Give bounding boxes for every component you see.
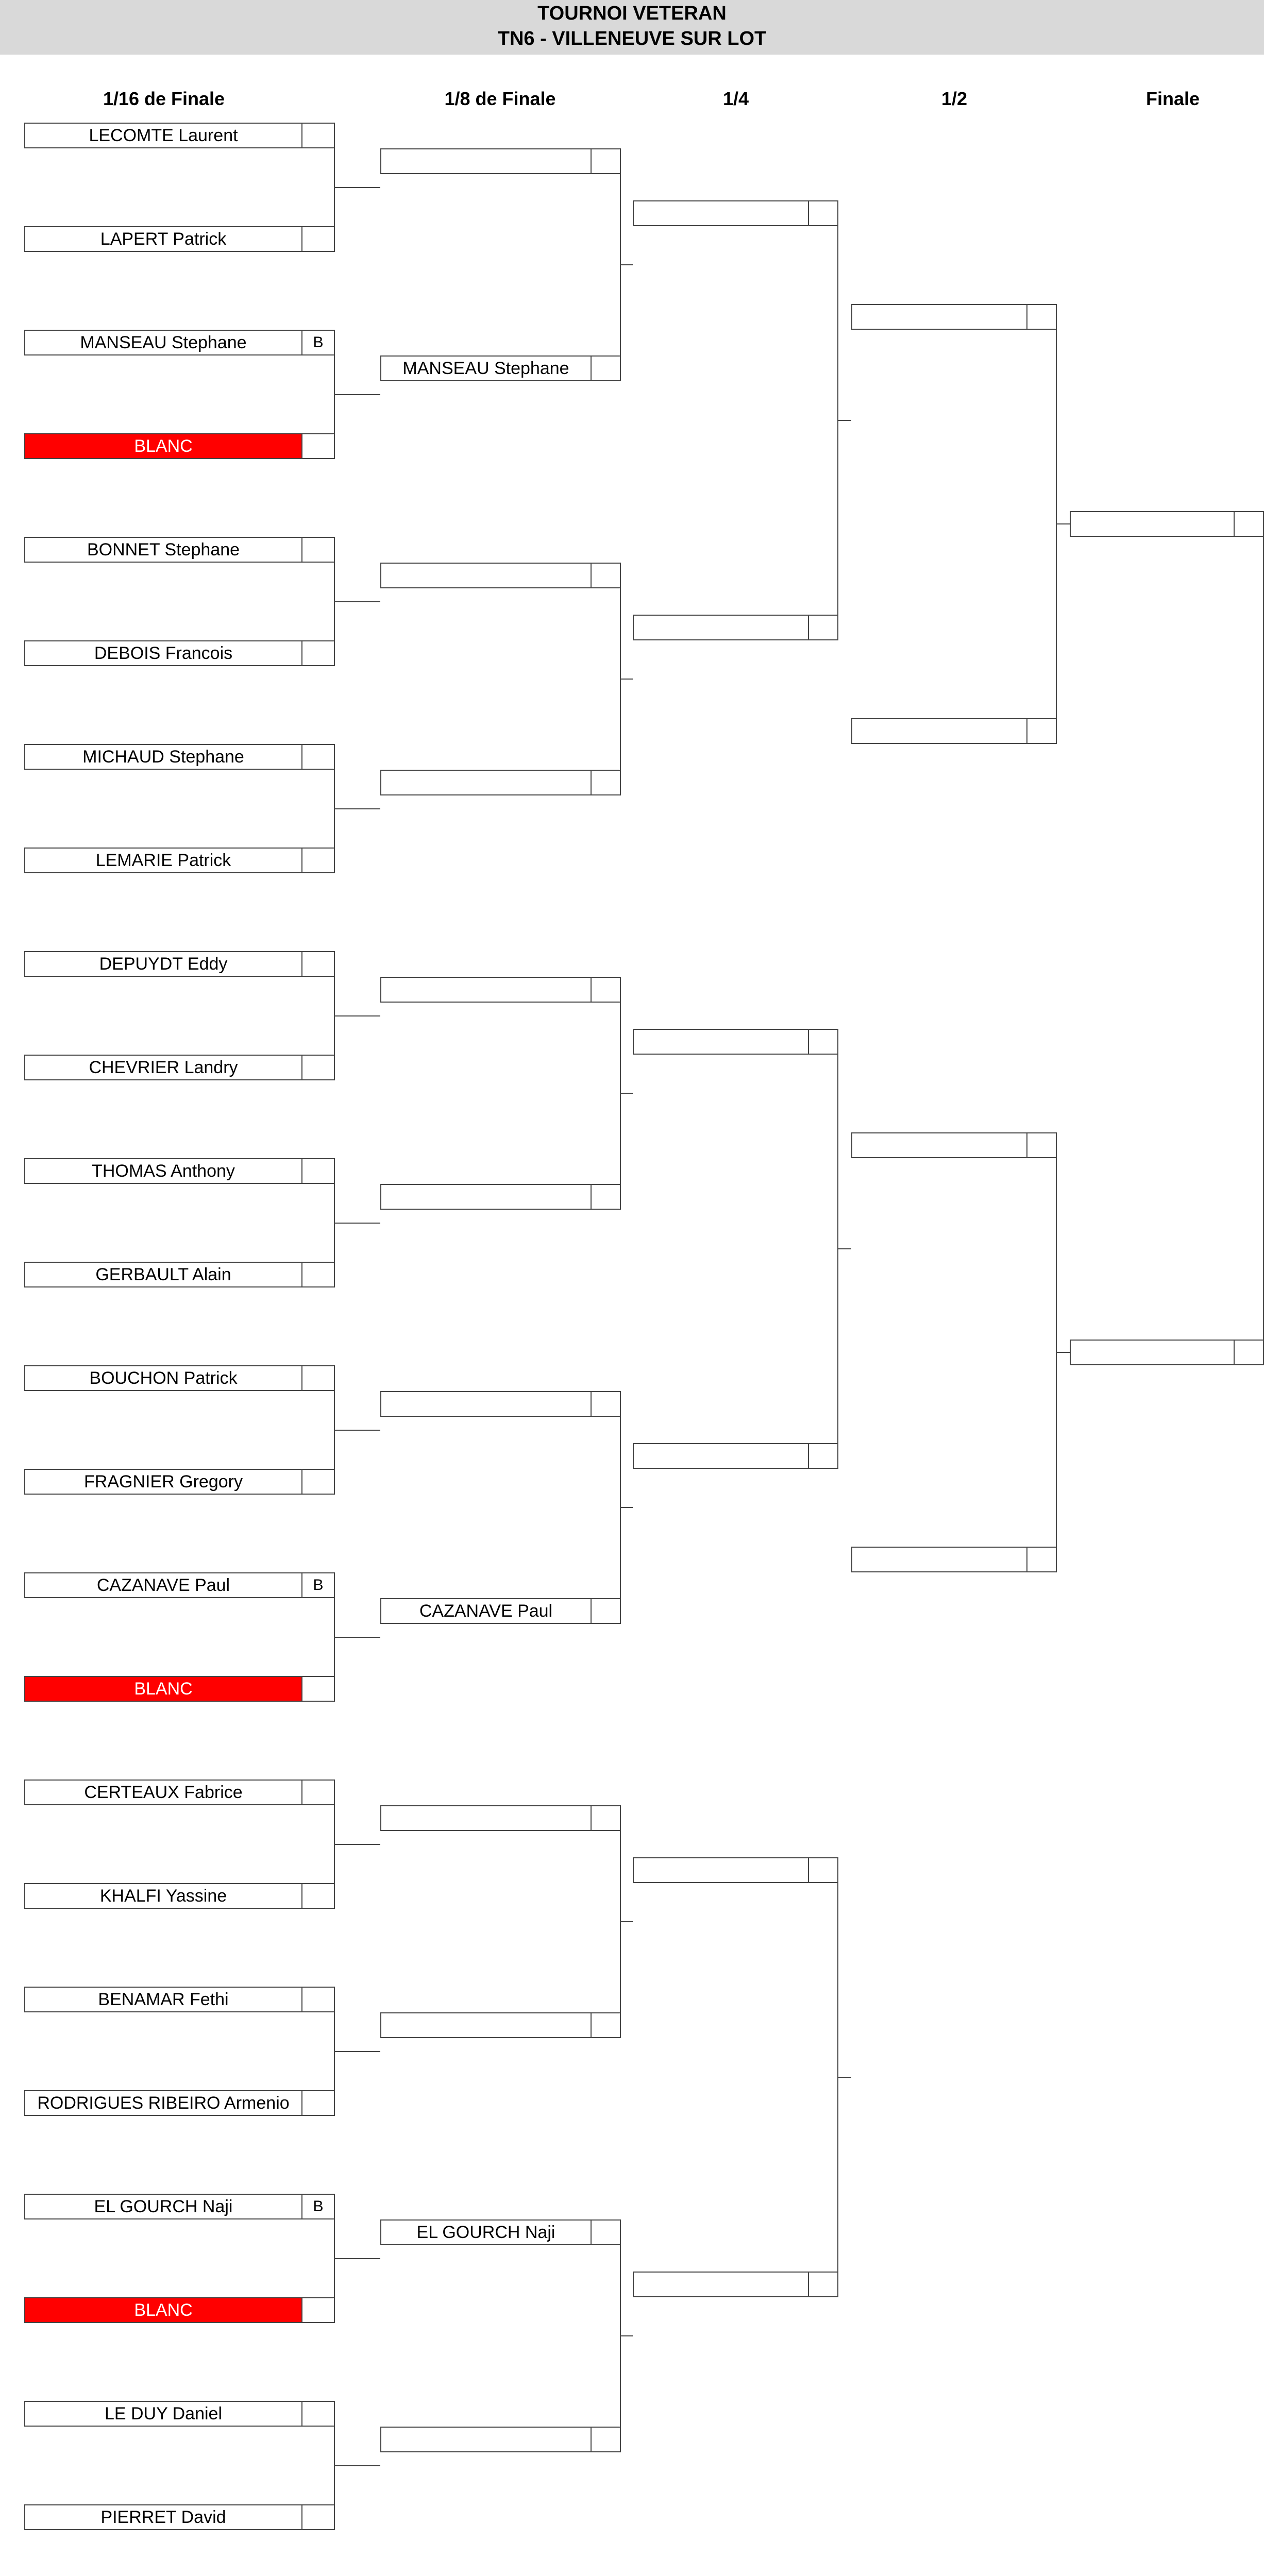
player-name: RODRIGUES RIBEIRO Armenio <box>25 2091 302 2115</box>
score-cell <box>1235 512 1263 536</box>
r16-slot[interactable] <box>380 770 621 795</box>
score-cell <box>302 434 334 458</box>
semi-slot[interactable] <box>851 718 1057 744</box>
score-cell <box>302 1884 334 1908</box>
bracket-connector <box>837 420 851 421</box>
player-name <box>381 1806 592 1830</box>
r16-slot[interactable] <box>380 1805 621 1831</box>
score-cell <box>302 1056 334 1079</box>
score-cell <box>1235 1341 1263 1364</box>
bracket-connector <box>334 1430 380 1431</box>
player-name: CAZANAVE Paul <box>381 1599 592 1623</box>
score-cell <box>592 2428 620 2451</box>
score-cell <box>302 1781 334 1804</box>
semi-slot[interactable] <box>851 304 1057 330</box>
bracket-connector <box>334 1844 380 1845</box>
r32-slot[interactable] <box>24 1158 335 1184</box>
score-cell <box>809 1444 837 1468</box>
round-header-semi: 1/2 <box>941 88 968 109</box>
r32-slot[interactable] <box>24 744 335 770</box>
round-header-r32: 1/16 de Finale <box>103 88 225 109</box>
bracket-connector <box>1056 523 1070 524</box>
r16-slot[interactable] <box>380 2219 621 2245</box>
player-name <box>1071 1341 1235 1364</box>
player-name <box>634 1444 809 1468</box>
score-cell <box>1027 305 1056 329</box>
r16-slot[interactable] <box>380 563 621 588</box>
quarter-slot[interactable] <box>633 1029 838 1055</box>
r32-slot[interactable] <box>24 330 335 355</box>
r32-slot[interactable] <box>24 1987 335 2012</box>
player-name <box>852 719 1027 743</box>
player-name: CHEVRIER Landry <box>25 1056 302 1079</box>
quarter-slot[interactable] <box>633 615 838 640</box>
score-cell <box>809 1030 837 1054</box>
final-slot[interactable] <box>1070 511 1264 537</box>
semi-slot[interactable] <box>851 1132 1057 1158</box>
r32-slot[interactable] <box>24 433 335 459</box>
score-cell <box>592 149 620 173</box>
player-name <box>852 1548 1027 1571</box>
r32-slot[interactable] <box>24 2504 335 2530</box>
bracket-connector <box>334 2465 380 2466</box>
score-cell <box>1027 1133 1056 1157</box>
score-cell <box>302 2298 334 2322</box>
bracket-connector <box>334 2051 380 2052</box>
player-name: LE DUY Daniel <box>25 2402 302 2426</box>
player-name <box>381 2013 592 2037</box>
round-header-quarter: 1/4 <box>722 88 749 109</box>
round-header-final: Finale <box>1145 88 1200 109</box>
player-name <box>634 1030 809 1054</box>
score-cell <box>302 2091 334 2115</box>
player-name <box>634 1858 809 1882</box>
bracket-connector <box>334 187 380 188</box>
bracket-connector <box>334 601 380 602</box>
player-name <box>381 1185 592 1209</box>
r32-slot[interactable] <box>24 1469 335 1495</box>
score-cell: B <box>313 334 324 351</box>
player-name: MANSEAU Stephane <box>381 357 592 380</box>
quarter-slot[interactable] <box>633 2272 838 2297</box>
score-cell <box>302 538 334 562</box>
score-cell <box>809 1858 837 1882</box>
score-cell <box>592 978 620 1002</box>
score-cell <box>1027 1548 1056 1571</box>
semi-slot[interactable] <box>851 1547 1057 1572</box>
player-name: EL GOURCH Naji <box>381 2221 592 2244</box>
score-cell <box>302 1366 334 1390</box>
bye-name: BLANC <box>25 1677 302 1701</box>
score-cell <box>592 1599 620 1623</box>
bracket-connector <box>334 2258 380 2259</box>
r16-slot[interactable] <box>380 977 621 1003</box>
bye-name: BLANC <box>25 434 302 458</box>
score-cell <box>592 1185 620 1209</box>
score-cell: B <box>313 2198 324 2215</box>
r32-slot[interactable] <box>24 1883 335 1909</box>
player-name: BENAMAR Fethi <box>25 1988 302 2011</box>
score-cell <box>592 357 620 380</box>
bracket-connector <box>837 2077 851 2078</box>
player-name <box>634 2273 809 2296</box>
bracket-connector <box>334 1637 380 1638</box>
score-cell <box>1027 719 1056 743</box>
r32-slot[interactable] <box>24 2401 335 2427</box>
bracket-connector <box>334 1015 380 1016</box>
bracket-connector <box>334 808 380 809</box>
bracket-connector <box>620 1093 633 1094</box>
bracket-connector <box>334 394 380 395</box>
player-name <box>634 616 809 639</box>
score-cell <box>302 745 334 769</box>
r32-slot[interactable] <box>24 1572 335 1598</box>
player-name: BONNET Stephane <box>25 538 302 562</box>
player-name: BOUCHON Patrick <box>25 1366 302 1390</box>
score-cell <box>592 771 620 794</box>
player-name <box>381 564 592 587</box>
player-name: THOMAS Anthony <box>25 1159 302 1183</box>
player-name: GERBAULT Alain <box>25 1263 302 1286</box>
score-cell <box>302 1159 334 1183</box>
r16-slot[interactable] <box>380 355 621 381</box>
quarter-slot[interactable] <box>633 1443 838 1469</box>
r32-slot[interactable] <box>24 1262 335 1287</box>
player-name: DEPUYDT Eddy <box>25 952 302 976</box>
score-cell <box>592 2013 620 2037</box>
score-cell <box>302 2402 334 2426</box>
bracket-connector <box>837 1248 851 1249</box>
score-cell <box>302 1263 334 1286</box>
r32-slot[interactable] <box>24 1055 335 1080</box>
score-cell <box>592 2221 620 2244</box>
r32-slot[interactable] <box>24 1676 335 1702</box>
player-name: MICHAUD Stephane <box>25 745 302 769</box>
player-name: CAZANAVE Paul <box>25 1573 302 1597</box>
player-name: LAPERT Patrick <box>25 227 302 251</box>
player-name: KHALFI Yassine <box>25 1884 302 1908</box>
player-name: MANSEAU Stephane <box>25 331 302 354</box>
bracket-connector <box>620 264 633 265</box>
r16-slot[interactable] <box>380 1598 621 1624</box>
r16-slot[interactable] <box>380 1391 621 1417</box>
r32-slot[interactable] <box>24 2194 335 2219</box>
player-name: PIERRET David <box>25 2505 302 2529</box>
r32-slot[interactable] <box>24 1780 335 1805</box>
player-name <box>634 201 809 225</box>
player-name: EL GOURCH Naji <box>25 2195 302 2218</box>
final-slot[interactable] <box>1070 1340 1264 1365</box>
score-cell <box>302 2505 334 2529</box>
tournament-subtitle: TN6 - VILLENEUVE SUR LOT <box>497 28 767 49</box>
r32-slot[interactable] <box>24 2297 335 2323</box>
bracket-connector <box>1056 1352 1070 1353</box>
r16-slot[interactable] <box>380 1184 621 1210</box>
score-cell <box>592 1392 620 1416</box>
bracket-connector <box>334 1223 380 1224</box>
r16-slot[interactable] <box>380 2427 621 2452</box>
bracket-connector <box>620 2335 633 2336</box>
r32-slot[interactable] <box>24 226 335 252</box>
player-name: LEMARIE Patrick <box>25 849 302 872</box>
r32-slot[interactable] <box>24 848 335 873</box>
player-name: CERTEAUX Fabrice <box>25 1781 302 1804</box>
score-cell <box>809 201 837 225</box>
player-name <box>381 149 592 173</box>
tournament-title: TOURNOI VETERAN <box>537 3 727 24</box>
r16-slot[interactable] <box>380 2012 621 2038</box>
r32-slot[interactable] <box>24 123 335 148</box>
score-cell <box>302 227 334 251</box>
player-name: FRAGNIER Gregory <box>25 1470 302 1494</box>
player-name <box>381 978 592 1002</box>
r32-slot[interactable] <box>24 1365 335 1391</box>
score-cell <box>592 564 620 587</box>
score-cell <box>302 952 334 976</box>
player-name <box>1071 512 1235 536</box>
title-banner <box>0 0 1264 55</box>
player-name <box>852 305 1027 329</box>
r32-slot[interactable] <box>24 537 335 563</box>
r32-slot[interactable] <box>24 951 335 977</box>
r16-slot[interactable] <box>380 148 621 174</box>
score-cell: B <box>313 1577 324 1594</box>
bracket-connector <box>620 679 633 680</box>
score-cell <box>809 616 837 639</box>
score-cell <box>302 641 334 665</box>
player-name <box>852 1133 1027 1157</box>
score-cell <box>592 1806 620 1830</box>
r32-slot[interactable] <box>24 2090 335 2116</box>
score-cell <box>302 124 334 147</box>
score-cell <box>302 1677 334 1701</box>
player-name <box>381 2428 592 2451</box>
bye-name: BLANC <box>25 2298 302 2322</box>
player-name <box>381 771 592 794</box>
quarter-slot[interactable] <box>633 200 838 226</box>
round-header-r16: 1/8 de Finale <box>444 88 556 109</box>
player-name: DEBOIS Francois <box>25 641 302 665</box>
player-name <box>381 1392 592 1416</box>
r32-slot[interactable] <box>24 640 335 666</box>
player-name: LECOMTE Laurent <box>25 124 302 147</box>
score-cell <box>302 849 334 872</box>
score-cell <box>809 2273 837 2296</box>
quarter-slot[interactable] <box>633 1857 838 1883</box>
bracket-connector <box>620 1507 633 1508</box>
score-cell <box>302 1988 334 2011</box>
score-cell <box>302 1470 334 1494</box>
bracket-connector <box>620 1921 633 1922</box>
